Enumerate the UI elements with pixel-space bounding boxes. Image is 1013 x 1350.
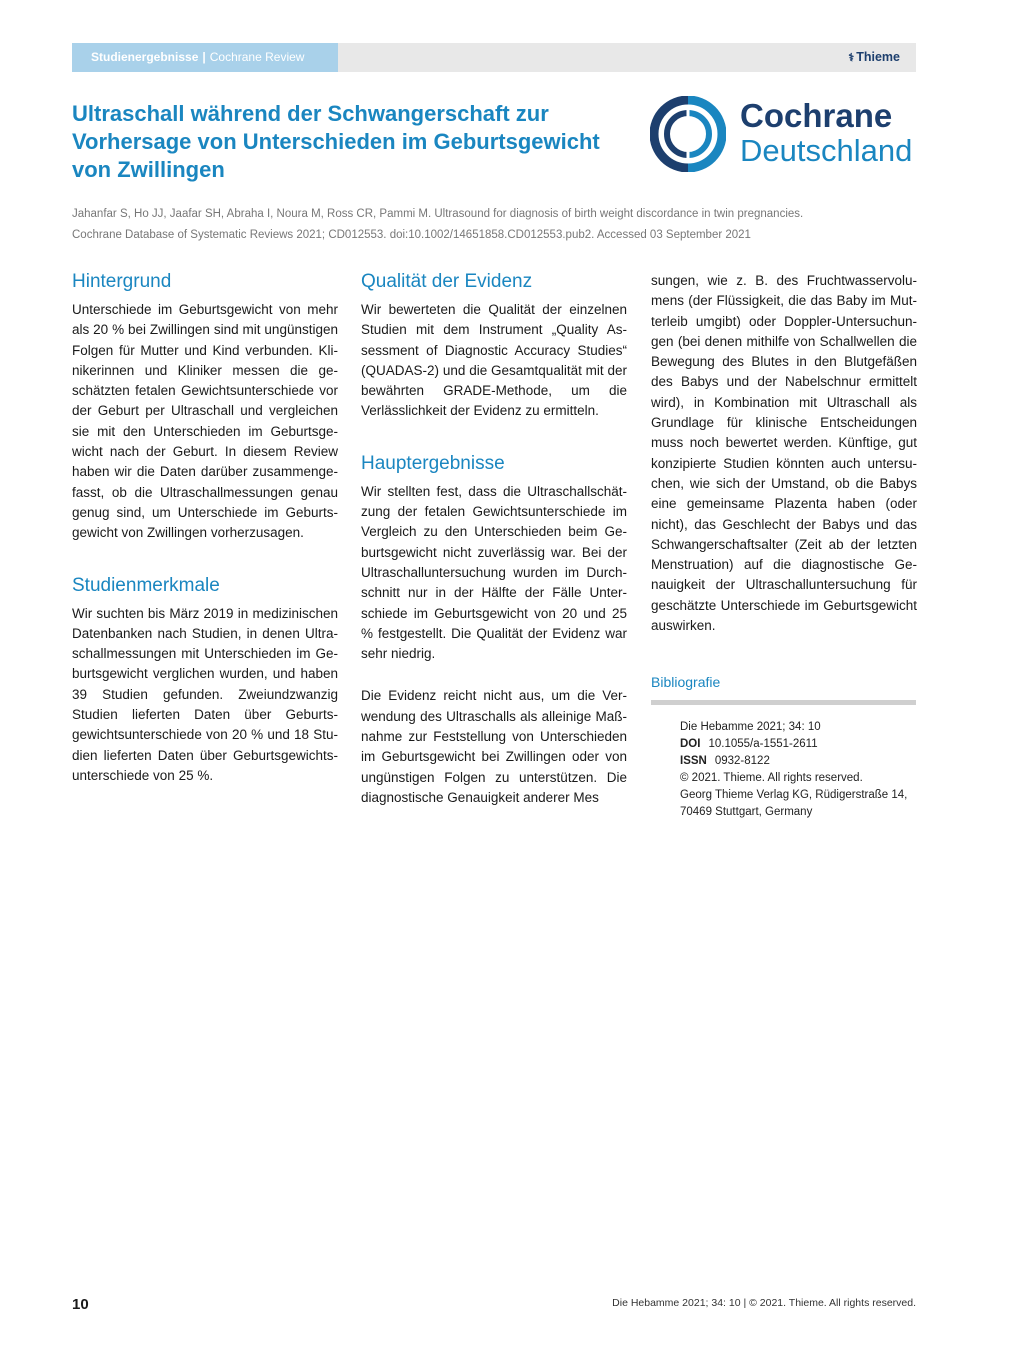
citation bbox=[72, 204, 922, 246]
biblio-issn-label: ISSN bbox=[680, 755, 707, 767]
biblio-publisher-line-2: 70469 Stuttgart, Germany bbox=[680, 806, 813, 818]
bibliografie-divider bbox=[651, 700, 916, 705]
thieme-logo-icon: ⚕ bbox=[848, 52, 855, 64]
column-1 bbox=[72, 270, 338, 786]
heading-studienmerkmale: Studienmerkmale bbox=[72, 574, 220, 596]
biblio-journal: Die Hebamme 2021; 34: 10 bbox=[680, 721, 821, 733]
biblio-doi: 10.1055/a-1551-2611 bbox=[708, 738, 818, 750]
cochrane-logo bbox=[650, 96, 920, 174]
publisher-name: Thieme bbox=[856, 50, 900, 64]
cochrane-logo-icon bbox=[650, 96, 726, 172]
text-hauptergebnisse-2: Die Evidenz reicht nicht aus, um die Verwendung des Ultraschalls als alleinige Maßnahme zur Feststellung von Unterschieden im Geburtsgewicht bei Zwillingen oder von ungünstigen Folgen zu unterstützen. Die diagnostische Genauigkeit anderer Mes bbox=[361, 688, 627, 805]
biblio-copyright: © 2021. Thieme. All rights reserved. bbox=[680, 772, 863, 784]
header-bar bbox=[72, 43, 916, 72]
text-hauptergebnisse-3: sungen, wie z. B. des Fruchtwasservolumens (der Flüssigkeit, die das Baby im Mutterleib umgibt) oder Doppler-Untersuchungen (bei denen mithilfe von Schallwellen die Bewegung des Blutes in den Blutgefäßen des Babys und der Nabelschnur ermittelt wird), in Kombination mit Ultraschall als Grundlage für klinische Entscheidungen muss noch bewertet werden. Künftige, gut konzipierte Studien könnten auch untersuchen, wie sich der Umstand, ob die Babys eine gemeinsame Plazenta haben (oder nicht), das Geschlecht der Babys und das Schwangerschaftsalter (Zeit ab der letzten Menstruation) auf die diagnostische Genauigkeit der Ultraschalluntersuchung für geschätzte Unterschiede im Geburtsgewicht auswirken. bbox=[651, 273, 917, 634]
citation-line-2: Cochrane Database of Systematic Reviews 2021; CD012553. doi:10.1002/14651858.CD012553.pub2. Accessed 03 September 2021 bbox=[72, 229, 751, 241]
heading-qualitaet: Qualität der Evidenz bbox=[361, 271, 533, 292]
section-separator: | bbox=[202, 50, 206, 64]
footer-text: Die Hebamme 2021; 34: 10 | © 2021. Thieme. All rights reserved. bbox=[612, 1297, 916, 1309]
section-label: Studienergebnisse bbox=[91, 50, 199, 64]
section-tag bbox=[72, 43, 338, 72]
biblio-publisher-line-1: Georg Thieme Verlag KG, Rüdigerstraße 14, bbox=[680, 789, 908, 801]
bibliografie-heading: Bibliografie bbox=[651, 674, 721, 690]
article-title: Ultraschall während der Schwangerschaft zur Vorhersage von Unterschieden im Geburtsgewicht von Zwillingen bbox=[72, 101, 600, 182]
biblio-doi-row bbox=[680, 736, 920, 753]
column-3 bbox=[651, 271, 917, 636]
heading-hauptergebnisse: Hauptergebnisse bbox=[361, 452, 505, 474]
subsection-label: Cochrane Review bbox=[209, 50, 305, 64]
biblio-issn-row bbox=[680, 753, 920, 770]
logo-text-deutschland: Deutschland bbox=[740, 133, 913, 168]
page-number: 10 bbox=[72, 1296, 89, 1313]
text-hintergrund: Unterschiede im Geburtsgewicht von mehr als 20 % bei Zwillingen sind mit ungünstigen Folgen für Mutter und Kind verbunden. Klinikerinnen und Kliniker messen die geschätzten fetalen Gewichtsunterschiede vor der Geburt per Ultraschall und vergleichen sie mit den Unterschieden im Geburtsgewicht nach der Geburt. In diesem Review haben wir die Daten darüber zusammengefasst, ob die Ultraschallmessungen genau genug sind, um Unterschiede im Geburtsgewicht von Zwillingen vorherzusagen. bbox=[72, 302, 338, 541]
text-studienmerkmale: Wir suchten bis März 2019 in medizinischen Datenbanken nach Studien, in denen Ultraschallmessungen mit Unterschieden im Geburtsgewicht verglichen wurden, und haben 39 Studien gefunden. Zweiundzwanzig Studien lieferten Daten über Geburtsgewichtsunterschiede von 20 % und 18 Studien lieferten Daten über Geburtsgewichtsunterschiede von 25 %. bbox=[72, 605, 338, 783]
text-hauptergebnisse-1: Wir stellten fest, dass die Ultraschallschätzung der fetalen Gewichtsunterschiede im Vergleich zu den Unterschieden beim Geburtsgewicht nicht zuverlässig war. Bei der Ultraschalluntersuchung wurden im Durchschnitt nur in der Hälfte der Fälle Unterschiede im Geburtsgewicht von 20 und 25 % festgestellt. Die Qualität der Evidenz war sehr niedrig. bbox=[361, 483, 627, 662]
citation-line-1: Jahanfar S, Ho JJ, Jaafar SH, Abraha I, Noura M, Ross CR, Pammi M. Ultrasound for diagnosis of birth weight discordance in twin pregnancies. bbox=[72, 208, 804, 220]
biblio-doi-label: DOI bbox=[680, 738, 701, 750]
publisher-brand bbox=[848, 43, 900, 73]
heading-hintergrund: Hintergrund bbox=[72, 271, 172, 292]
text-qualitaet: Wir bewerteten die Qualität der einzelnen Studien mit dem Instrument „Quality Assessment of Diagnostic Accuracy Studies“ (QUADAS-2) und die Gesamtqualität mit der bewährten GRADE-Methode, um die Verlässlichkeit der Evidenz zu ermitteln. bbox=[361, 302, 627, 419]
biblio-issn: 0932-8122 bbox=[714, 755, 770, 767]
column-2 bbox=[361, 270, 627, 808]
logo-text-cochrane: Cochrane bbox=[740, 97, 893, 134]
bibliografie-box bbox=[680, 719, 920, 821]
